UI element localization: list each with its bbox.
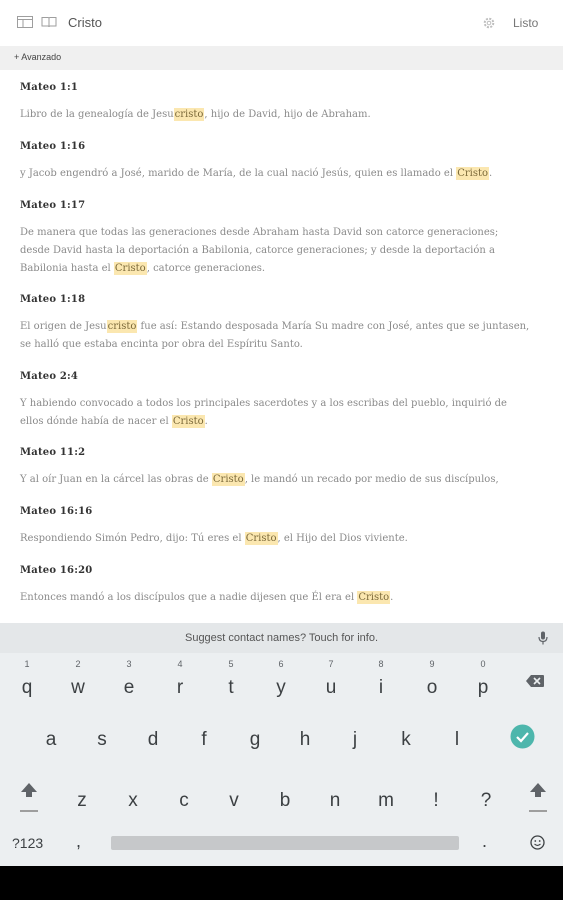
key-n[interactable]: n — [329, 790, 341, 811]
symbols-key[interactable]: ?123 — [12, 835, 44, 851]
key-i[interactable]: 8 i — [378, 659, 384, 698]
verse-text: Entonces mandó a los discípulos que a nadie dijesen que Él era el Cristo. — [20, 592, 394, 603]
verse-reference: Mateo 1:1 — [20, 82, 79, 93]
result-item[interactable] — [20, 294, 530, 354]
emoji-icon[interactable] — [530, 835, 545, 855]
advanced-label: + Avanzado — [14, 52, 62, 62]
key-o[interactable]: 9 o — [426, 659, 438, 698]
checkmark-icon[interactable] — [510, 724, 535, 754]
verse-text: Respondiendo Simón Pedro, dijo: Tú eres el Cristo, el Hijo del Dios viviente. — [20, 533, 408, 544]
search-highlight: Cristo — [358, 592, 390, 603]
verse-text: El origen de Jesucristo fue así: Estando desposada María Su madre con José, antes que se juntasen, se halló que estaba encinta por obra del Espíritu Santo. — [20, 321, 530, 350]
key-w[interactable]: 2 w — [71, 659, 85, 698]
result-item[interactable] — [20, 141, 530, 183]
key-r[interactable]: 4 r — [176, 659, 184, 698]
verse-reference: Mateo 1:17 — [20, 200, 86, 211]
key-f[interactable]: f — [201, 729, 207, 750]
search-input[interactable]: Cristo — [68, 15, 102, 30]
key-z[interactable]: z — [77, 790, 87, 811]
search-highlight: Cristo — [457, 168, 489, 179]
key-b[interactable]: b — [279, 790, 291, 811]
search-highlight: cristo — [174, 109, 204, 120]
key-s[interactable]: s — [97, 729, 107, 750]
key-d[interactable]: d — [147, 729, 159, 750]
verse-reference: Mateo 11:2 — [20, 447, 86, 458]
shift-left-icon[interactable] — [20, 782, 38, 819]
search-highlight: Cristo — [172, 416, 204, 427]
key-question[interactable]: ? — [480, 790, 492, 811]
suggestion-strip[interactable] — [0, 623, 563, 653]
key-t[interactable]: 5 t — [228, 659, 234, 698]
key-v[interactable]: v — [229, 790, 239, 811]
shift-right-icon[interactable] — [529, 782, 547, 819]
verse-reference: Mateo 1:16 — [20, 141, 86, 152]
microphone-icon[interactable] — [538, 631, 548, 650]
search-highlight: cristo — [107, 321, 137, 332]
on-screen-keyboard — [0, 623, 563, 866]
book-icon[interactable] — [41, 16, 57, 28]
result-item[interactable] — [20, 82, 530, 124]
gear-icon[interactable] — [483, 16, 495, 34]
key-h[interactable]: h — [299, 729, 311, 750]
verse-reference: Mateo 16:20 — [20, 565, 93, 576]
key-a[interactable]: a — [45, 729, 57, 750]
key-k[interactable]: k — [401, 729, 411, 750]
backspace-icon[interactable] — [525, 674, 545, 693]
key-g[interactable]: g — [249, 729, 261, 750]
verse-text: De manera que todas las generaciones desde Abraham hasta David son catorce generaciones; desde David hasta la deportación a Babilonia, catorce generaciones; y desde la deportación a Babilonia hasta el Cristo, catorce generaciones. — [20, 227, 499, 274]
verse-text: Libro de la genealogía de Jesucristo, hijo de David, hijo de Abraham. — [20, 109, 371, 120]
search-highlight: Cristo — [245, 533, 277, 544]
key-exclamation[interactable]: ! — [433, 790, 439, 811]
spacebar[interactable] — [111, 836, 459, 850]
key-j[interactable]: j — [352, 729, 358, 750]
search-highlight: Cristo — [212, 474, 244, 485]
key-p[interactable]: 0 p — [477, 659, 489, 698]
search-highlight: Cristo — [114, 263, 146, 274]
suggestion-text: Suggest contact names? Touch for info. — [184, 632, 379, 644]
advanced-toggle[interactable] — [0, 46, 563, 70]
key-x[interactable]: x — [128, 790, 138, 811]
period-key[interactable]: . — [482, 831, 488, 851]
key-c[interactable]: c — [179, 790, 189, 811]
result-item[interactable] — [20, 447, 530, 489]
key-q[interactable]: 1 q — [21, 659, 33, 698]
result-item[interactable] — [20, 200, 530, 278]
verse-reference: Mateo 2:4 — [20, 371, 79, 382]
top-bar — [0, 0, 563, 46]
verse-text: Y al oír Juan en la cárcel las obras de Cristo, le mandó un recado por medio de sus discípulos, — [20, 474, 499, 485]
done-button[interactable]: Listo — [513, 16, 539, 30]
key-m[interactable]: m — [378, 790, 394, 811]
key-e[interactable]: 3 e — [123, 659, 135, 698]
system-navigation-bar — [0, 866, 563, 900]
key-l[interactable]: l — [454, 729, 460, 750]
verse-text: y Jacob engendró a José, marido de María, de la cual nació Jesús, quien es llamado el Cristo. — [20, 168, 493, 179]
key-u[interactable]: 7 u — [325, 659, 337, 698]
verse-reference: Mateo 16:16 — [20, 506, 93, 517]
key-y[interactable]: 6 y — [276, 659, 286, 698]
layout-icon[interactable] — [17, 16, 33, 28]
result-item[interactable] — [20, 506, 530, 548]
results-list — [0, 70, 563, 623]
comma-key[interactable]: , — [76, 831, 82, 851]
result-item[interactable] — [20, 371, 530, 431]
verse-text: Y habiendo convocado a todos los principales sacerdotes y a los escribas del pueblo, inquirió de ellos dónde había de nacer el Cristo. — [20, 398, 507, 427]
verse-reference: Mateo 1:18 — [20, 294, 86, 305]
result-item[interactable] — [20, 565, 530, 607]
